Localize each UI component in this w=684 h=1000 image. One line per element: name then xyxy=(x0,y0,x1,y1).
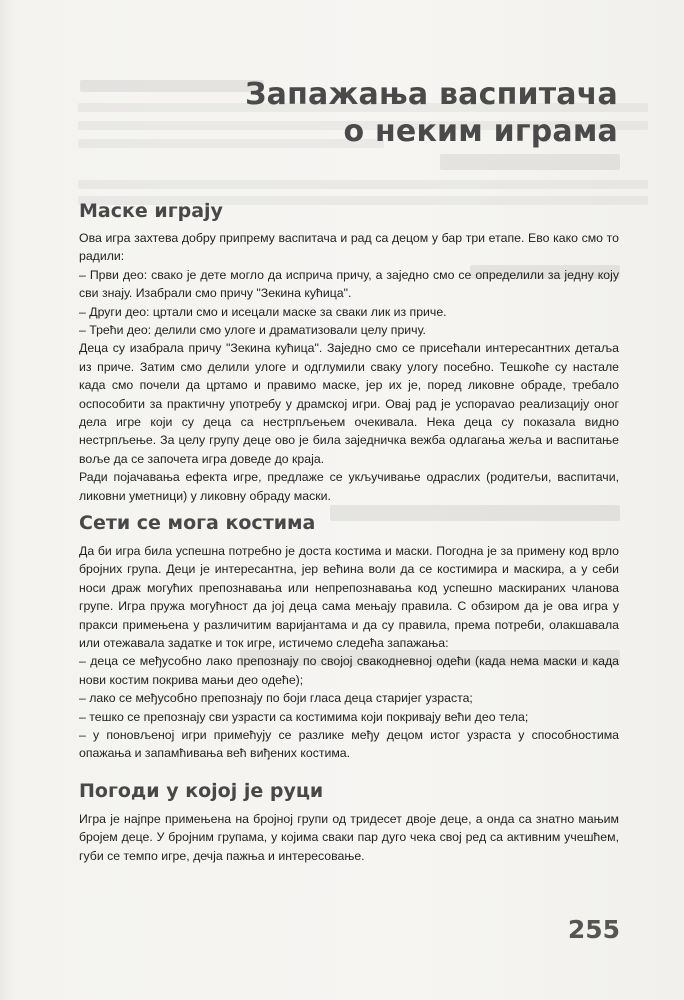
bleed-through-line xyxy=(330,505,620,521)
paragraph: Игра је најпре примењена на бројној групи од тридесет двоје деце, а онда са знатно мањим бројем деце. У бројним групама, у којима сваки пар дуго чека свој ред са активним учешћем, губи се темпо игре, дечја пажња и интересовање. xyxy=(79,812,619,863)
paragraph: Деца су изабрала причу "Зекина кућица". Заједно смо се присећали интересантних детаља из приче. Затим смо делили улоге и одглумили сваку улогу посебно. Тешкоће су настале када смо почели да цртамо и правимо маске, јер их је, поред ликовне обраде, требало оспособити за практичну употребу у драмској игри. Овај рад је успорavao реализацију оног дела игре који су деца са нестрпљењем очекивала. Нека деца су показала видно нестрпљење. За целу групу деце ово је била заједничка вежба одлагања жеља и васпитање воље да се започета игра доведе до краја. xyxy=(79,341,619,466)
section-body xyxy=(79,542,619,763)
bleed-through-line xyxy=(440,154,620,170)
paragraph: Да би игра била успешна потребно је доста костима и маски. Погодна је за примену код врло бројних група. Деци је интересантна, јер већина воли да се костимира и маскира, а у себи носи драж могућих препознавања или непрепознавања код успешно маскираних чланова групе. Игра пружа могућност да јој деца сама мењају правила. С обзиром да је ова игра у пракси примењена у различитим варијантама и да су правила, према потреби, олакшавала или отежавала задатке и ток игре, истичемо следећа запажања: xyxy=(79,544,619,651)
page-title-line-1: Запажања васпитача xyxy=(245,77,618,112)
paragraph: Ова игра захтева добру припрему васпитача и рад са децом у бар три етапе. Ево како смо то радили: xyxy=(79,231,619,264)
section-heading: Погоди у којој је руци xyxy=(79,780,324,802)
bleed-through-line xyxy=(80,80,264,92)
paragraph: – Други део: цртали смо и исецали маске за сваки лик из приче. xyxy=(79,304,447,319)
page-title-line-2: о неким играма xyxy=(343,114,618,149)
section-heading: Маске играју xyxy=(79,200,223,222)
page-number: 255 xyxy=(567,915,620,944)
section-body xyxy=(79,229,619,505)
paragraph: – Трећи део: делили смо улоге и драматизовали целу причу. xyxy=(79,323,426,338)
page-title xyxy=(245,76,618,150)
paragraph: – у поновљеној игри примећују се разлике међу децом истог узраста у способностима опажања и запамћивања већ виђених костима. xyxy=(79,728,619,761)
paragraph: – Први део: свако је дете могло да исприча причу, а заједно смо се определили за једну коју сви знају. Изабрали смо причу "Зекина кућица". xyxy=(79,267,619,301)
section-heading: Сети се мога костима xyxy=(79,512,316,534)
paragraph: – деца се међусобно лако препознају по својој свакодневној одећи (када нема маски и када нови костим покрива мањи део одеће); xyxy=(79,654,619,687)
paragraph: – лако се међусобно препознају по боји гласа деца старијег узраста; xyxy=(79,691,473,706)
bleed-through-line xyxy=(78,180,648,189)
section-body xyxy=(79,810,619,865)
paragraph: Ради појачавања ефекта игре, предлаже се укључивање одраслих (родитељи, васпитачи, ликовни уметници) у ликовну обраду маски. xyxy=(79,470,619,503)
paragraph: – тешко се препознају сви узрасти са костимима који покривају већи део тела; xyxy=(79,709,529,724)
